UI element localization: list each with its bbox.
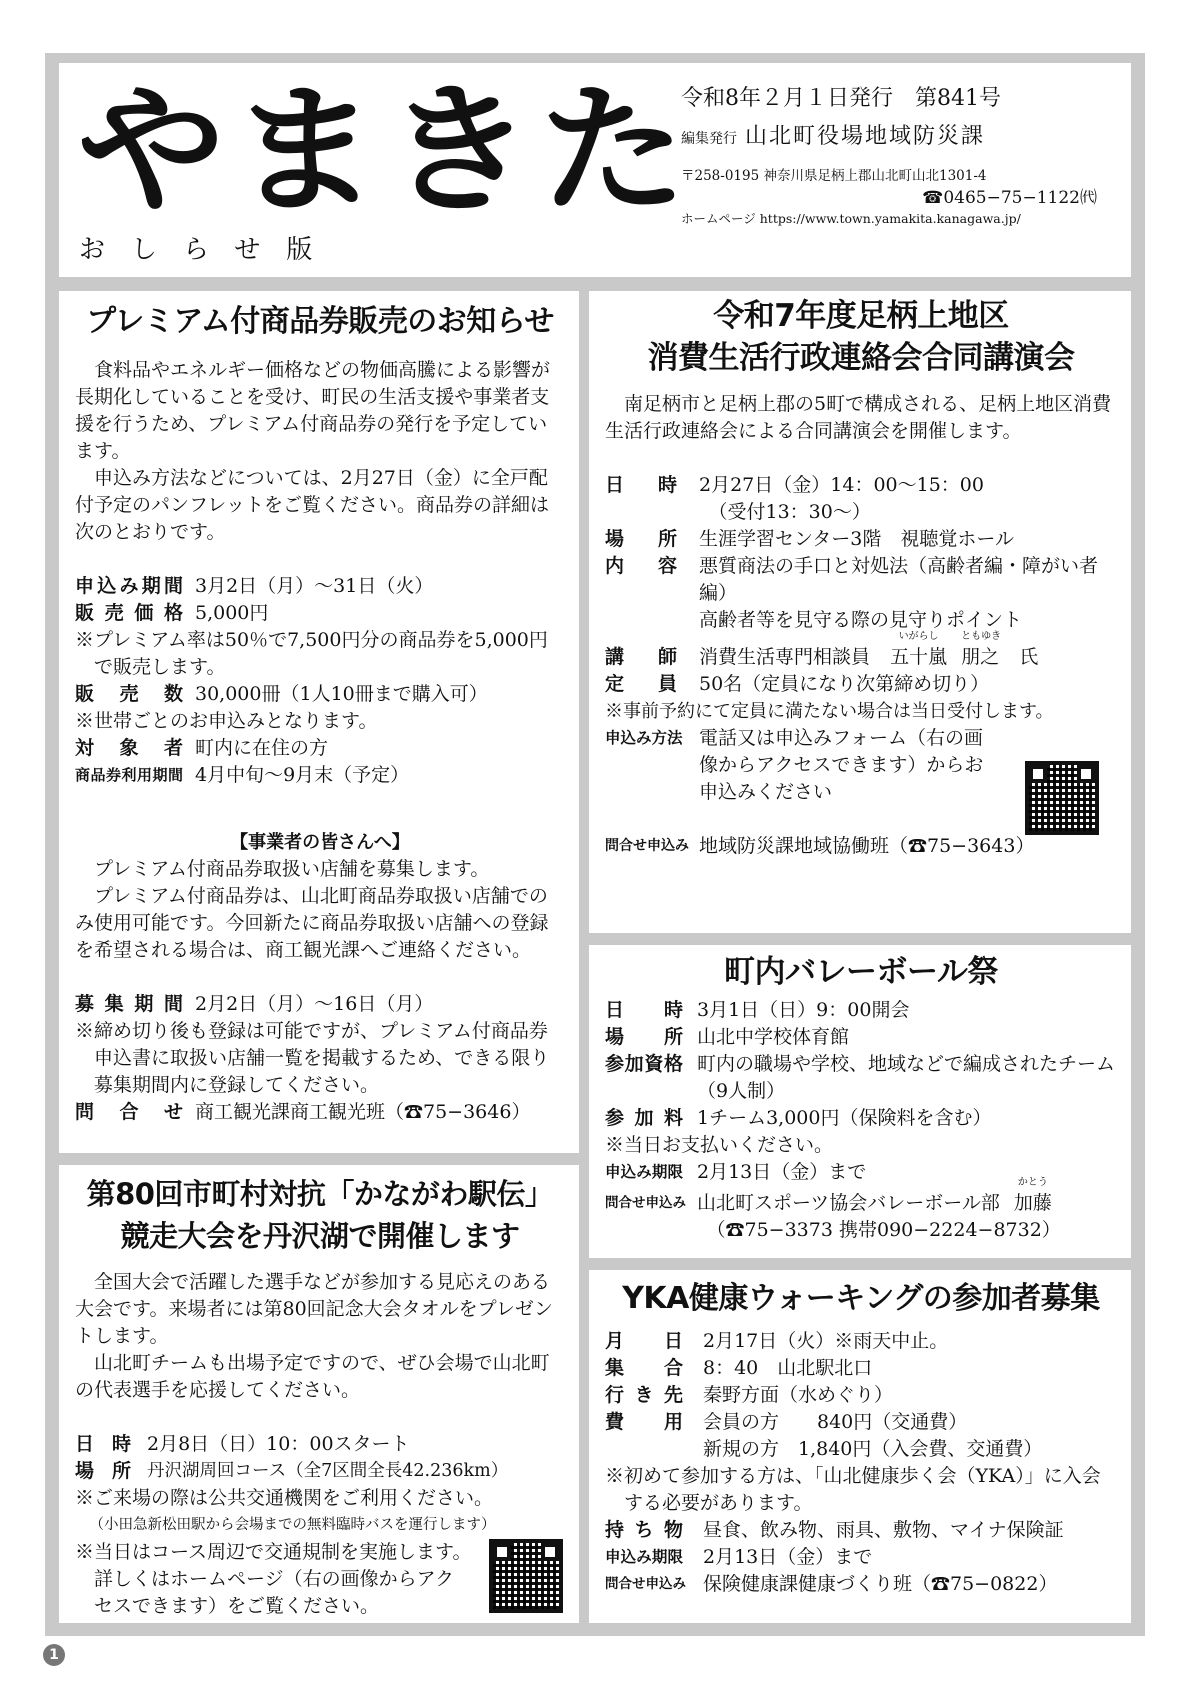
page-number: 1 — [43, 1644, 65, 1666]
walking-row — [605, 1355, 1117, 1382]
volleyball-deadline: 2月13日（金）まで — [697, 1161, 867, 1183]
volleyball-note: ※当日お支払いください。 — [605, 1134, 834, 1156]
premium-label: 募集期間 — [75, 993, 183, 1015]
lecture-label: 内容 — [605, 555, 677, 577]
publisher-line — [681, 119, 1121, 157]
walking-value: 8：40 山北駅北口 — [703, 1357, 873, 1379]
lecturer-given-ruby: ともゆき — [961, 631, 1002, 642]
homepage-line — [681, 209, 1121, 229]
lecture-place: 生涯学習センター3階 視聴覚ホール — [699, 528, 1014, 550]
premium-row — [75, 762, 565, 789]
walking-fee-1: 会員の方 840円（交通費） — [703, 1411, 968, 1433]
lecture-article — [589, 291, 1131, 933]
ekiden-article — [59, 1165, 579, 1623]
walking-label: 問合せ申込み — [605, 1576, 686, 1592]
publisher-name: 山北町役場地域防災課 — [745, 124, 986, 149]
business-heading: 【事業者の皆さんへ】 — [230, 832, 410, 853]
ekiden-row — [75, 1458, 565, 1485]
ekiden-title-2: 競走大会を丹沢湖で開催します — [120, 1219, 520, 1253]
premium-value: 4月中旬～9月末（予定） — [195, 764, 410, 786]
lecture-datetime-sub: （受付13：30～） — [708, 501, 871, 523]
walking-label: 集合 — [605, 1357, 683, 1379]
walking-row — [605, 1409, 1117, 1463]
volleyball-label: 場所 — [605, 1026, 683, 1048]
issue-line: 令和8年２月１日発行 第841号 — [681, 86, 1001, 111]
premium-value: 5,000円 — [195, 602, 269, 624]
volleyball-label: 参加料 — [605, 1107, 683, 1129]
premium-row — [75, 991, 565, 1018]
ekiden-note-sub: （小田急新松田駅から会場までの無料臨時バスを運行します） — [89, 1517, 496, 1533]
premium-row — [75, 600, 565, 627]
volleyball-contact-ruby: かとう — [1017, 1177, 1048, 1188]
premium-title: プレミアム付商品券販売のお知らせ — [86, 304, 554, 339]
walking-value: 秦野方面（水めぐり） — [703, 1384, 894, 1406]
lecture-label: 場所 — [605, 528, 677, 550]
premium-label: 販売数 — [75, 683, 183, 705]
ekiden-value: 丹沢湖周回コース（全7区間全長42.236km） — [147, 1461, 509, 1481]
walking-article — [589, 1270, 1131, 1623]
ekiden-row — [75, 1431, 565, 1458]
masthead-edition: おしらせ版 — [79, 235, 339, 265]
walking-label: 費用 — [605, 1411, 683, 1433]
premium-value: 商工観光課商工観光班（☎75−3646） — [195, 1101, 531, 1123]
lecture-row — [605, 553, 1117, 634]
premium-row — [75, 1099, 565, 1126]
homepage-label: ホームページ — [681, 211, 756, 226]
premium-value: 町内に在住の方 — [195, 737, 329, 759]
walking-value: 2月17日（火）※雨天中止。 — [703, 1330, 949, 1352]
lecture-label: 講師 — [605, 646, 677, 668]
premium-row — [75, 735, 565, 762]
ekiden-intro-1: 全国大会で活躍した選手などが参加する見応えのある大会です。来場者には第80回記念大会タオルをプレゼントします。 — [75, 1271, 553, 1347]
volleyball-label: 申込み期限 — [605, 1163, 683, 1181]
premium-value: 30,000冊（1人10冊まで購入可） — [195, 683, 488, 705]
ekiden-label: 日時 — [75, 1433, 131, 1455]
lecture-label: 問合せ申込み — [605, 838, 689, 854]
lecture-intro: 南足柄市と足柄上郡の5町で構成される、足柄上地区消費生活行政連絡会による合同講演会を開催します。 — [605, 393, 1112, 442]
business-text-1: プレミアム付商品券取扱い店舗を募集します。 — [94, 858, 490, 880]
volleyball-article — [589, 945, 1131, 1258]
lecture-label: 定員 — [605, 673, 677, 695]
walking-row — [605, 1571, 1117, 1598]
homepage-url[interactable]: https://www.town.yamakita.kanagawa.jp/ — [759, 211, 1021, 226]
masthead-title: やまきた — [77, 67, 693, 233]
premium-intro-1: 食料品やエネルギー価格などの物価高騰による影響が長期化していることを受け、町民の生活支援や事業者支援を行うため、プレミアム付商品券の発行を予定しています。 — [75, 359, 551, 462]
volleyball-row — [605, 997, 1117, 1024]
lecture-label: 日時 — [605, 474, 677, 496]
premium-note: ※世帯ごとのお申込みとなります。 — [75, 710, 378, 732]
lecture-row — [605, 526, 1117, 553]
premium-note: ※プレミアム率は50％で7,500円分の商品券を5,000円で販売します。 — [75, 629, 548, 678]
lecturer-role: 消費生活専門相談員 — [699, 646, 871, 668]
lecture-title-2: 消費生活行政連絡会合同講演会 — [647, 340, 1075, 376]
publisher-label: 編集発行 — [681, 131, 737, 147]
lecture-label: 申込み方法 — [605, 729, 683, 747]
lecturer-family-ruby: いがらし — [898, 631, 939, 642]
ekiden-qr-code[interactable] — [489, 1539, 563, 1613]
lecturer-suffix: 氏 — [1019, 646, 1039, 668]
lecture-capacity: 50名（定員になり次第締め切り） — [699, 673, 990, 695]
walking-row — [605, 1517, 1117, 1544]
lecture-row — [605, 472, 1117, 526]
premium-label: 申込み期間 — [75, 575, 183, 597]
lecture-row — [605, 833, 1117, 860]
phone-line: ☎0465−75−1122㈹ — [922, 188, 1097, 208]
walking-value: 保険健康課健康づくり班（☎75−0822） — [703, 1573, 1058, 1595]
volleyball-row — [605, 1051, 1117, 1105]
premium-label: 商品券利用期間 — [75, 766, 183, 784]
business-text-2: プレミアム付商品券は、山北町商品券取扱い店舗でのみ使用可能です。今回新たに商品券取扱い店舗への登録を希望される場合は、商工観光課へご連絡ください。 — [75, 885, 549, 961]
volleyball-row — [605, 1177, 1117, 1244]
lecture-row — [605, 671, 1117, 698]
walking-label: 申込み期限 — [605, 1548, 683, 1566]
lecture-content-2: 高齢者等を見守る際の見守りポイント — [699, 609, 1023, 631]
volleyball-label: 日時 — [605, 999, 683, 1021]
masthead-info — [681, 83, 1121, 229]
walking-value: 昼食、飲み物、雨具、敷物、マイナ保険証 — [703, 1519, 1064, 1541]
ekiden-title-1: 第80回市町村対抗「かながわ駅伝」 — [86, 1177, 554, 1211]
walking-value: 2月13日（金）まで — [703, 1546, 873, 1568]
volleyball-row — [605, 1024, 1117, 1051]
volleyball-value: 山北中学校体育館 — [697, 1026, 850, 1048]
premium-value: 3月2日（月）～31日（火） — [195, 575, 434, 597]
volleyball-value: 町内の職場や学校、地域などで編成されたチーム（9人制） — [697, 1053, 1116, 1102]
volleyball-title: 町内バレーボール祭 — [724, 954, 998, 990]
walking-label: 持ち物 — [605, 1519, 683, 1541]
walking-row — [605, 1382, 1117, 1409]
lecturer-family-name: いがらし 五十嵐 — [890, 631, 948, 668]
volleyball-contact-org: 山北町スポーツ協会バレーボール部 — [697, 1192, 1000, 1214]
lecture-datetime: 2月27日（金）14：00～15：00 — [699, 474, 984, 496]
lecturer-given-name: ともゆき 朋之 — [961, 631, 1002, 668]
volleyball-label: 参加資格 — [605, 1053, 683, 1075]
volleyball-value: 1チーム3,000円（保険料を含む） — [697, 1107, 992, 1129]
walking-label: 月日 — [605, 1330, 683, 1352]
premium-note: ※締め切り後も登録は可能ですが、プレミアム付商品券申込書に取扱い店舗一覧を掲載するため、できる限り募集期間内に登録してください。 — [75, 1020, 550, 1096]
ekiden-note: ※ご来場の際は公共交通機関をご利用ください。 — [75, 1487, 494, 1509]
masthead-panel — [59, 63, 1131, 277]
volleyball-label: 問合せ申込み — [605, 1195, 686, 1211]
premium-row — [75, 681, 565, 708]
premium-label: 販売価格 — [75, 602, 183, 624]
ekiden-note: ※当日はコース周辺で交通規制を実施します。詳しくはホームページ（右の画像からアクセスできます）をご覧ください。 — [75, 1541, 472, 1617]
premium-label: 問合せ — [75, 1101, 183, 1123]
lecture-contact: 地域防災課地域協働班（☎75−3643） — [699, 835, 1035, 857]
premium-row — [75, 573, 565, 600]
premium-value: 2月2日（月）～16日（月） — [195, 993, 434, 1015]
ekiden-intro-2: 山北町チームも出場予定ですので、ぜひ会場で山北町の代表選手を応援してください。 — [75, 1352, 550, 1401]
premium-label: 対象者 — [75, 737, 183, 759]
walking-label: 行き先 — [605, 1384, 683, 1406]
lecture-row — [605, 631, 1117, 671]
lecture-note: ※事前予約にて定員に満たない場合は当日受付します。 — [605, 701, 1054, 722]
premium-voucher-article — [59, 291, 579, 1153]
volleyball-contact-phone: （☎75−3373 携帯090−2224−8732） — [706, 1219, 1061, 1241]
walking-row — [605, 1328, 1117, 1355]
volleyball-contact-name: かとう 加藤 — [1013, 1177, 1052, 1214]
walking-title: YKA健康ウォーキングの参加者募集 — [622, 1281, 1100, 1316]
lecture-content-1: 悪質商法の手口と対処法（高齢者編・障がい者編） — [699, 555, 1099, 604]
walking-fee-2: 新規の方 1,840円（入会費、交通費） — [703, 1438, 1043, 1460]
walking-row — [605, 1544, 1117, 1571]
walking-note: ※初めて参加する方は、「山北健康歩く会（YKA）」に入会する必要があります。 — [605, 1465, 1101, 1514]
ekiden-value: 2月8日（日）10：00スタート — [147, 1433, 410, 1455]
volleyball-value: 3月1日（日）9：00開会 — [697, 999, 910, 1021]
lecture-qr-code[interactable] — [1025, 761, 1099, 835]
ekiden-label: 場所 — [75, 1460, 131, 1482]
premium-intro-2: 申込み方法などについては、2月27日（金）に全戸配付予定のパンフレットをご覧ください。商品券の詳細は次のとおりです。 — [75, 467, 550, 543]
lecture-title-1: 令和7年度足柄上地区 — [713, 298, 1009, 334]
lecture-apply: 電話又は申込みフォーム（右の画像からアクセスできます）からお申込みください — [699, 727, 984, 803]
volleyball-row — [605, 1105, 1117, 1132]
address-line: 〒258-0195 神奈川県足柄上郡山北町山北1301-4 — [681, 168, 987, 184]
